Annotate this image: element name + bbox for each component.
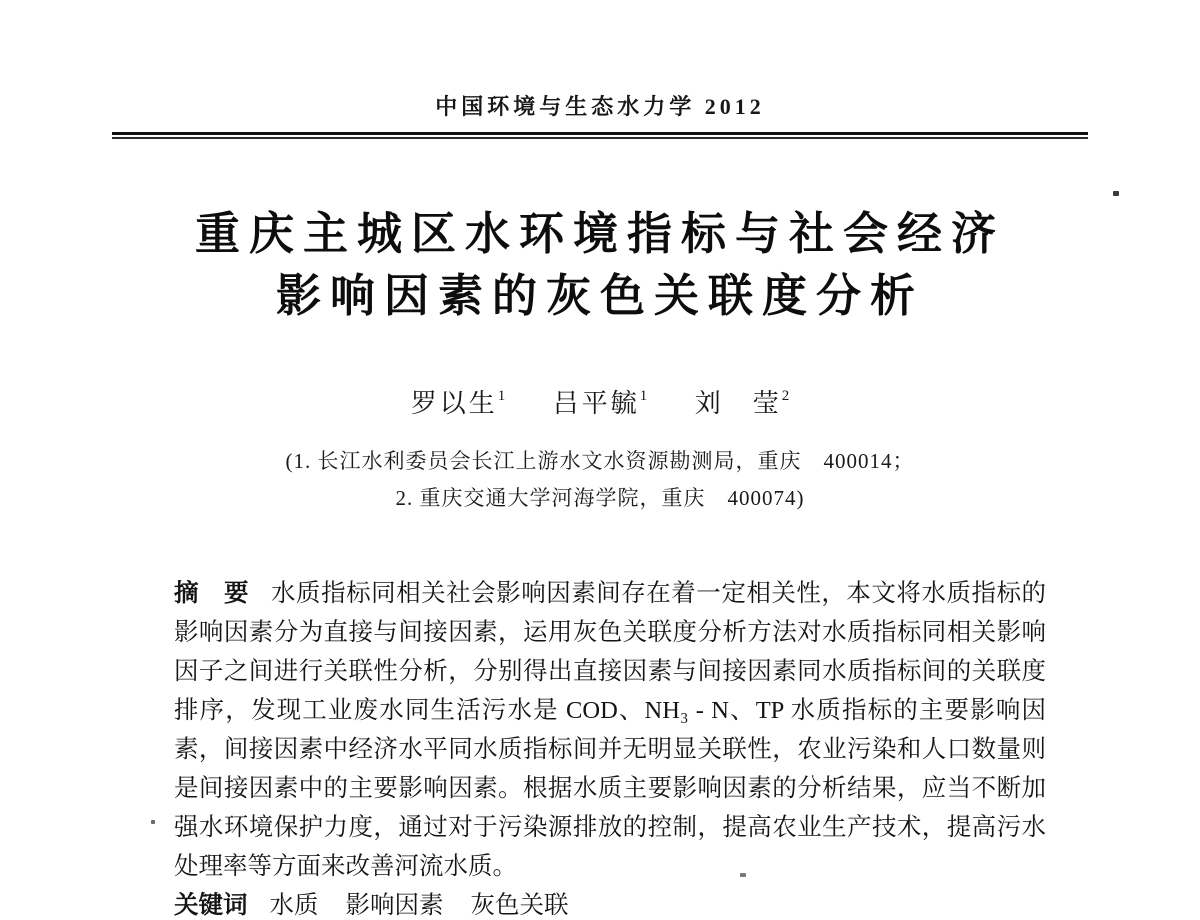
author-2 <box>553 389 648 418</box>
abstract-line-5: 素，间接因素中经济水平同水质指标间并无明显关联性，农业污染和人口数量则 <box>174 736 1046 763</box>
scan-speck <box>151 820 155 824</box>
paper-title-line-1: 重庆主城区水环境指标与社会经济 <box>194 208 1005 259</box>
paper-title <box>0 203 1200 327</box>
author-3-name: 刘 莹 <box>694 389 782 418</box>
author-1-name: 罗以生 <box>410 389 498 418</box>
author-line <box>0 383 1200 420</box>
keywords-label: 关键词 <box>174 892 248 919</box>
scan-speck <box>1113 191 1119 196</box>
header-rule-top-bar <box>112 132 1088 135</box>
keyword-1: 水质 <box>269 892 319 919</box>
affiliation-line-1: (1. 长江水利委员会长江上游水文水资源勘测局，重庆 400014； <box>285 449 915 473</box>
paper-title-line-2: 影响因素的灰色关联度分析 <box>275 270 924 321</box>
abstract-block <box>174 574 1046 920</box>
abstract-line-6: 是间接因素中的主要影响因素。根据水质主要影响因素的分析结果，应当不断加 <box>174 775 1046 802</box>
journal-running-title: 中国环境与生态水力学 2012 <box>435 94 765 119</box>
affiliations <box>0 443 1200 517</box>
abstract-line-7: 强水环境保护力度，通过对于污染源排放的控制，提高农业生产技术，提高污水 <box>174 814 1046 841</box>
header-rule <box>112 132 1088 139</box>
abstract-label: 摘 要 <box>174 580 250 607</box>
abstract-line-3: 因子之间进行关联性分析，分别得出直接因素与间接因素同水质指标间的关联度 <box>174 658 1046 685</box>
abstract-line-1-text: 水质指标同相关社会影响因素间存在着一定相关性，本文将水质指标的 <box>271 580 1046 607</box>
scan-speck <box>740 873 746 877</box>
keyword-3: 灰色关联 <box>470 892 569 919</box>
keyword-2: 影响因素 <box>345 892 444 919</box>
author-3-superscript: 2 <box>781 388 790 405</box>
affiliation-line-2: 2. 重庆交通大学河海学院，重庆 400074) <box>395 486 805 510</box>
abstract-line-4: 排序，发现工业废水同生活污水是 COD、NH₃ - N、TP 水质指标的主要影响因 <box>174 697 1046 724</box>
author-2-superscript: 1 <box>639 388 648 405</box>
author-1 <box>411 389 506 418</box>
keywords-line <box>174 886 1046 920</box>
author-1-superscript: 1 <box>497 388 506 405</box>
author-3 <box>695 389 790 418</box>
abstract-line-2: 影响因素分为直接与间接因素，运用灰色关联度分析方法对水质指标同相关影响 <box>174 619 1046 646</box>
author-2-name: 吕平毓 <box>552 389 640 418</box>
abstract-line-8: 处理率等方面来改善河流水质。 <box>174 853 517 880</box>
abstract-line-1 <box>174 574 1046 613</box>
header-rule-bottom-bar <box>112 137 1088 139</box>
